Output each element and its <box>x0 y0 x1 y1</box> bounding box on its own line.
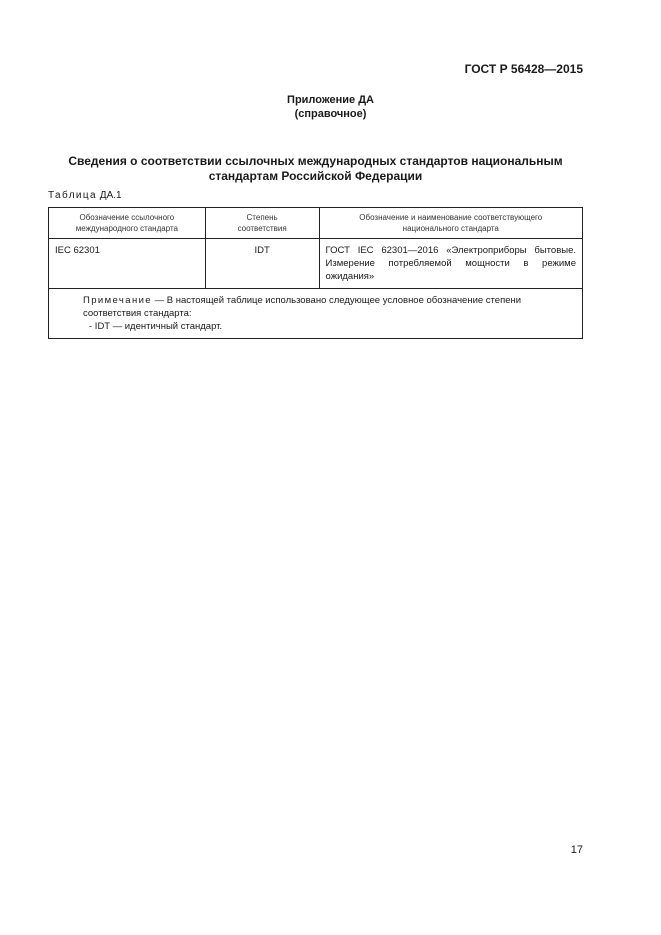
note-text: — В настоящей таблице использовано следующее условное обозначение степени соответствия стандарта: <box>83 295 522 319</box>
column-header-degree: Степень соответствия <box>205 208 319 239</box>
note-list-item: - IDT — идентичный стандарт. <box>89 321 223 332</box>
table-note-row <box>49 289 583 339</box>
table-header-row <box>49 208 583 239</box>
annex-block <box>0 93 661 121</box>
table-note <box>49 289 583 339</box>
table-caption <box>48 190 122 201</box>
page-number: 17 <box>570 844 583 856</box>
note-paragraph <box>55 294 576 320</box>
table-caption-number: ДА.1 <box>99 190 122 201</box>
heading-line-1: Сведения о соответствии ссылочных международных стандартов национальным <box>68 154 563 168</box>
heading-line-2: стандартам Российской Федерации <box>208 169 423 183</box>
document-code: ГОСТ Р 56428—2015 <box>464 62 583 76</box>
note-label: Примечание <box>83 295 152 306</box>
cell-intl-standard: IEC 62301 <box>49 239 206 289</box>
column-header-national: Обозначение и наименование соответствующего национального стандарта <box>319 208 582 239</box>
annex-title: Приложение ДА <box>287 94 374 106</box>
cell-degree: IDT <box>205 239 319 289</box>
cell-national-standard: ГОСТ IEC 62301—2016 «Электроприборы бытовые. Измерение потребляемой мощности в режиме ожидания» <box>319 239 582 289</box>
column-header-intl: Обозначение ссылочного международного стандарта <box>49 208 206 239</box>
annex-subtitle: (справочное) <box>294 108 367 120</box>
table-row <box>49 239 583 289</box>
section-heading <box>48 154 583 184</box>
table-caption-word: Таблица <box>48 190 98 201</box>
standards-table <box>48 207 583 339</box>
